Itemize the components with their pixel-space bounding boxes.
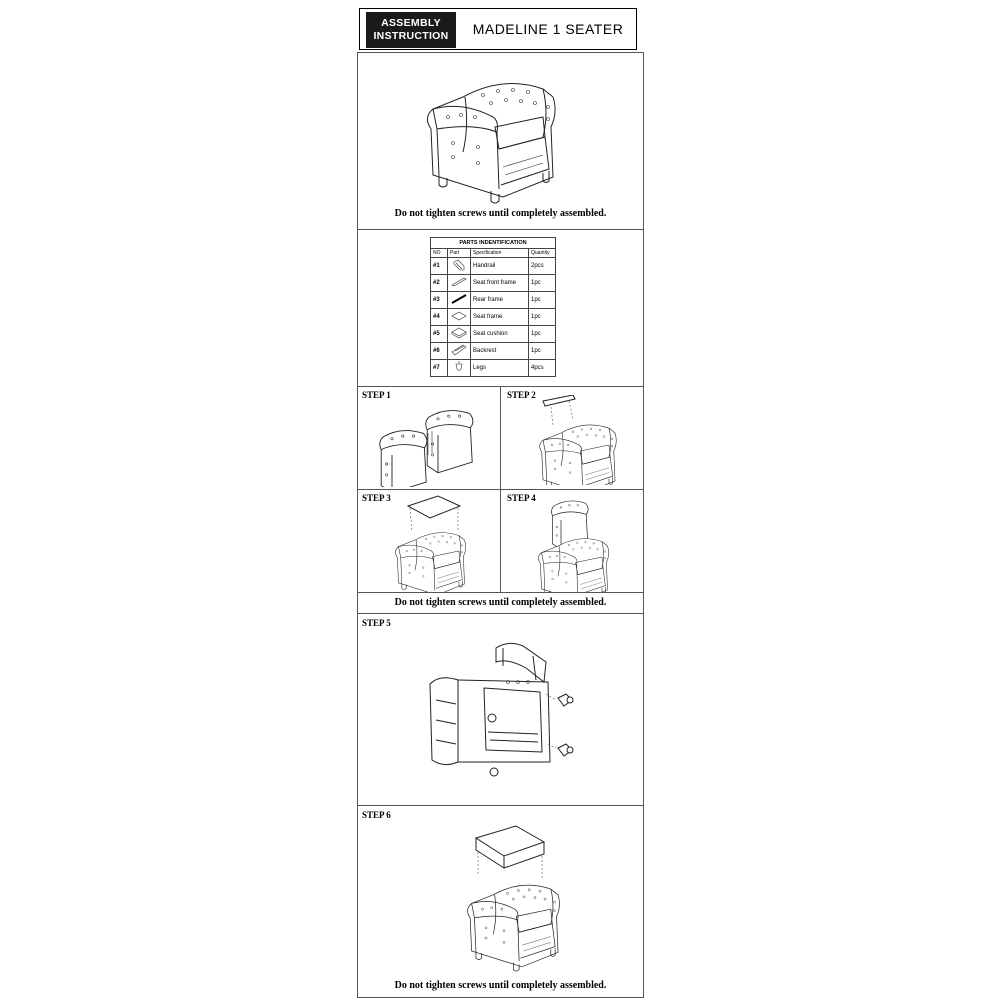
part-spec: Backrest: [471, 343, 529, 360]
part-qty: 1pc: [529, 309, 556, 326]
part-spec: Legs: [471, 360, 529, 377]
legs-icon: [453, 360, 465, 374]
part-number: #6: [431, 343, 448, 360]
part-qty: 1pc: [529, 292, 556, 309]
table-row: [431, 343, 556, 360]
step-2-panel: [500, 386, 644, 490]
armchair-overview-illustration: [358, 57, 643, 207]
backrest-icon: [451, 344, 467, 356]
part-spec: Seat front frame: [471, 275, 529, 292]
table-row: [431, 309, 556, 326]
seat-cushion-icon: [451, 327, 467, 339]
part-number: #2: [431, 275, 448, 292]
part-number: #4: [431, 309, 448, 326]
step-4-illustration: [503, 492, 643, 592]
rear-frame-icon: [451, 293, 467, 305]
step-label: STEP 6: [362, 810, 391, 820]
step-1-panel: [357, 386, 501, 490]
part-qty: 1pc: [529, 343, 556, 360]
step-1-illustration: [360, 397, 500, 487]
warning-panel: [357, 592, 644, 614]
parts-caption: PARTS INDENTIFICATION: [430, 237, 556, 248]
column-header: Specification: [471, 249, 529, 258]
table-row: [431, 258, 556, 275]
part-spec: Handrail: [471, 258, 529, 275]
part-number: #5: [431, 326, 448, 343]
badge-line-1: ASSEMBLY: [381, 17, 441, 29]
column-header: Part: [448, 249, 471, 258]
step-5-illustration: [358, 622, 643, 802]
step-4-panel: [500, 489, 644, 593]
table-row: [431, 326, 556, 343]
part-number: #7: [431, 360, 448, 377]
assembly-instruction-badge: [366, 12, 456, 48]
step-3-panel: [357, 489, 501, 593]
column-header: NO: [431, 249, 448, 258]
parts-table: [430, 237, 556, 377]
step-label: STEP 5: [362, 618, 391, 628]
table-row: [431, 292, 556, 309]
part-qty: 1pc: [529, 275, 556, 292]
step-5-panel: [357, 613, 644, 806]
step-6-panel: [357, 805, 644, 998]
overview-panel: [357, 52, 644, 230]
handrail-icon: [452, 259, 466, 271]
step-label: STEP 2: [507, 390, 536, 400]
table-row: [431, 275, 556, 292]
table-row: [431, 360, 556, 377]
part-qty: 1pc: [529, 326, 556, 343]
part-spec: Seat frame: [471, 309, 529, 326]
step-label: STEP 1: [362, 390, 391, 400]
part-number: #1: [431, 258, 448, 275]
warning-text: Do not tighten screws until completely assembled.: [394, 980, 607, 991]
seat-front-frame-icon: [451, 276, 467, 288]
step-2-illustration: [503, 395, 643, 485]
badge-line-2: INSTRUCTION: [373, 30, 449, 42]
part-qty: 4pcs: [529, 360, 556, 377]
product-title: MADELINE 1 SEATER: [472, 21, 624, 37]
warning-text: Do not tighten screws until completely assembled.: [394, 208, 607, 219]
step-label: STEP 3: [362, 493, 391, 503]
warning-text: Do not tighten screws until completely assembled.: [394, 597, 607, 608]
step-label: STEP 4: [507, 493, 536, 503]
step-3-illustration: [360, 492, 500, 592]
part-spec: Rear frame: [471, 292, 529, 309]
part-number: #3: [431, 292, 448, 309]
parts-header-row: [431, 249, 556, 258]
step-6-illustration: [358, 820, 643, 985]
column-header: Quantity: [529, 249, 556, 258]
seat-frame-icon: [451, 310, 467, 322]
part-qty: 2pcs: [529, 258, 556, 275]
part-spec: Seat cushion: [471, 326, 529, 343]
